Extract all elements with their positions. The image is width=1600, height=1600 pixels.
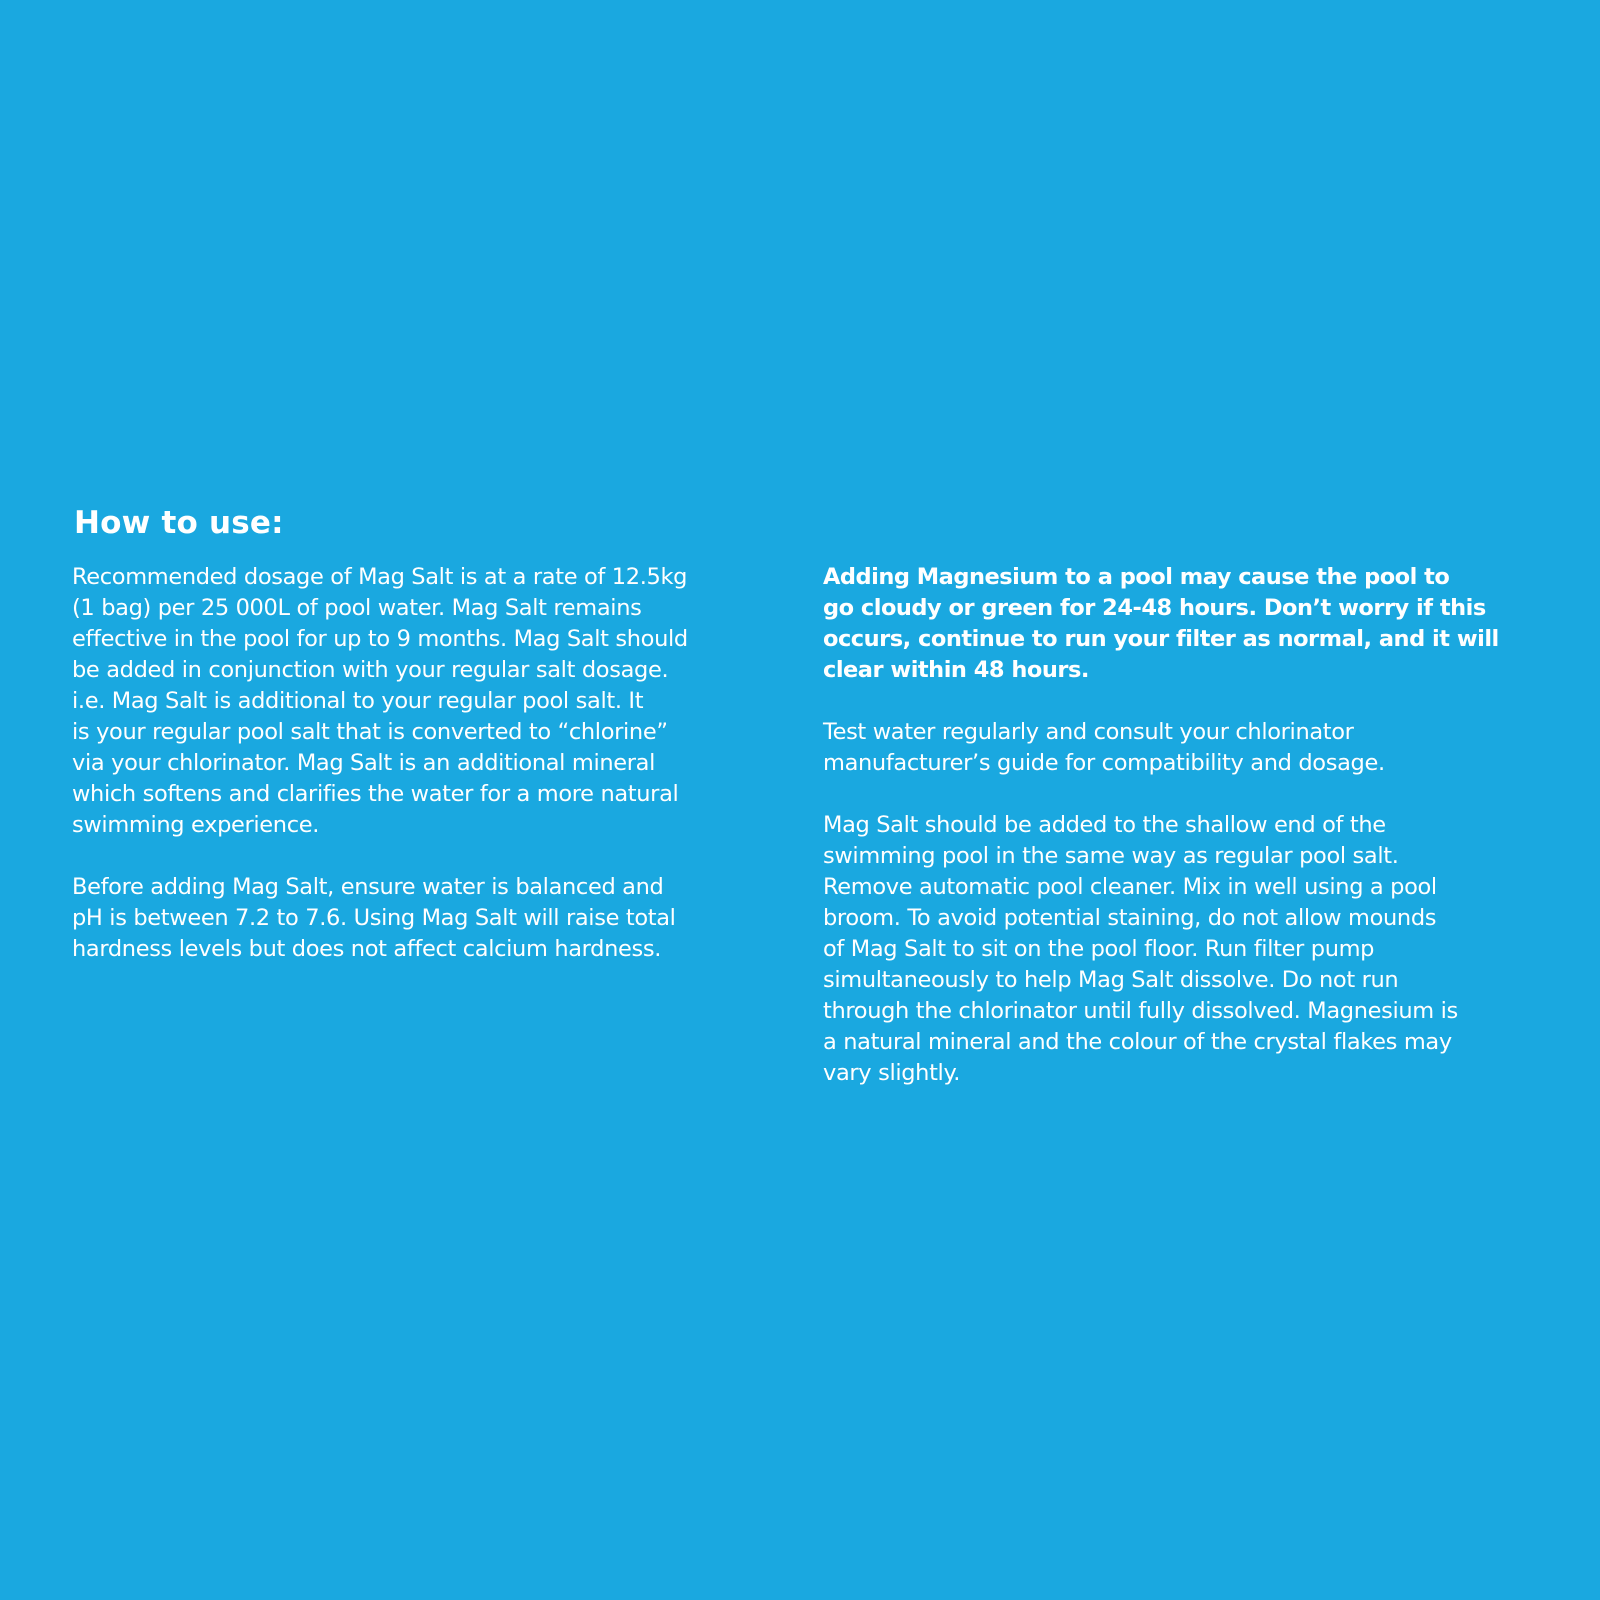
left-column (72, 562, 772, 996)
right-column (823, 562, 1543, 1120)
paragraph-line: swimming pool in the same way as regular pool salt. (823, 843, 1399, 869)
paragraph-line: simultaneously to help Mag Salt dissolve. Do not run (823, 967, 1399, 993)
paragraph-line: pH is between 7.2 to 7.6. Using Mag Salt will raise total (72, 905, 676, 931)
paragraph-line: swimming experience. (72, 812, 320, 838)
paragraph-line: manufacturer’s guide for compatibility and dosage. (823, 750, 1385, 776)
paragraph-line: broom. To avoid potential staining, do not allow mounds (823, 905, 1437, 931)
how-to-use-heading: How to use: (74, 505, 284, 541)
paragraph-line: through the chlorinator until fully dissolved. Magnesium is (823, 998, 1458, 1024)
paragraph-line: occurs, continue to run your filter as normal, and it will (823, 626, 1499, 652)
cloudy-warning-paragraph (823, 562, 1543, 686)
paragraph-line: vary slightly. (823, 1060, 961, 1086)
test-water-paragraph (823, 717, 1543, 779)
paragraph-line: a natural mineral and the colour of the crystal flakes may (823, 1029, 1452, 1055)
paragraph-line: Before adding Mag Salt, ensure water is balanced and (72, 874, 664, 900)
paragraph-line: Test water regularly and consult your chlorinator (823, 719, 1354, 745)
paragraph-line: which softens and clarifies the water for a more natural (72, 781, 679, 807)
paragraph-line: effective in the pool for up to 9 months. Mag Salt should (72, 626, 688, 652)
paragraph-line: of Mag Salt to sit on the pool floor. Run filter pump (823, 936, 1375, 962)
paragraph-line: (1 bag) per 25 000L of pool water. Mag Salt remains (72, 595, 642, 621)
application-paragraph (823, 810, 1543, 1089)
paragraph-line: Recommended dosage of Mag Salt is at a rate of 12.5kg (72, 564, 688, 590)
paragraph-line: via your chlorinator. Mag Salt is an additional mineral (72, 750, 655, 776)
paragraph-line: clear within 48 hours. (823, 657, 1089, 683)
paragraph-line: go cloudy or green for 24-48 hours. Don’t worry if this (823, 595, 1486, 621)
paragraph-line: Mag Salt should be added to the shallow end of the (823, 812, 1386, 838)
dosage-paragraph (72, 562, 772, 841)
paragraph-line: is your regular pool salt that is converted to “chlorine” (72, 719, 668, 745)
paragraph-line: be added in conjunction with your regular salt dosage. (72, 657, 669, 683)
ph-balance-paragraph (72, 872, 772, 965)
paragraph-line: hardness levels but does not affect calcium hardness. (72, 936, 662, 962)
paragraph-line: Adding Magnesium to a pool may cause the pool to (823, 564, 1450, 590)
paragraph-line: Remove automatic pool cleaner. Mix in well using a pool (823, 874, 1437, 900)
paragraph-line: i.e. Mag Salt is additional to your regular pool salt. It (72, 688, 644, 714)
